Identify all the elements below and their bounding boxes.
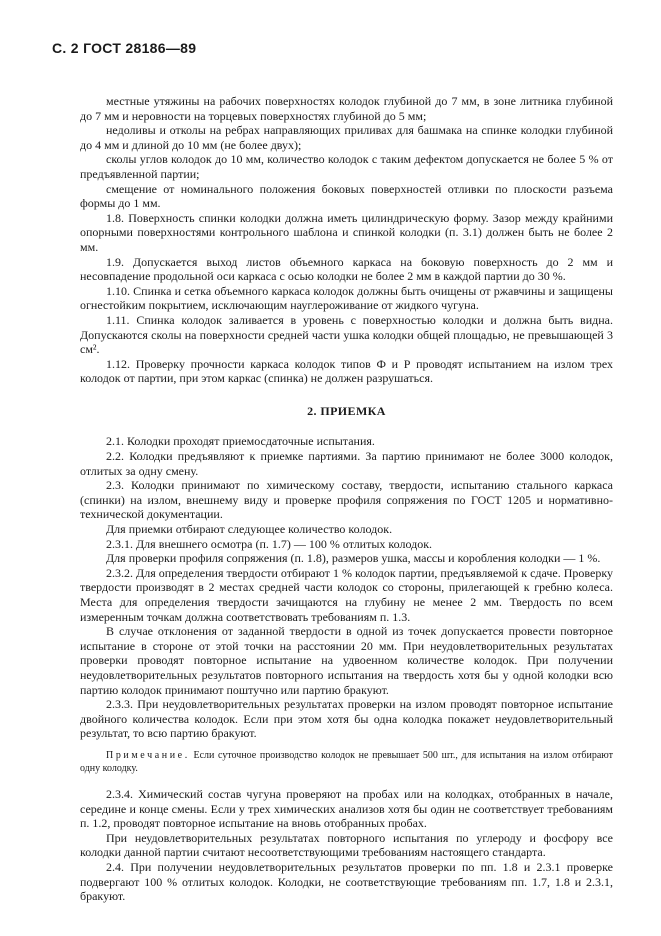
paragraph-defect-underfill: недоливы и отколы на ребрах направляющих приливах для башмака на спинке колодки глубиной до 4 мм и длиной до 10 мм (не более двух); [80,123,613,152]
note-label: Примечание. [106,749,190,761]
paragraph-defect-shrinkage: местные утяжины на рабочих поверхностях колодок глубиной до 7 мм, в зоне литника глубиной до 7 мм и неровности на торцевых поверхностях глубиной до 5 мм; [80,94,613,123]
paragraph-defect-offset: смещение от номинального положения боковых поверхностей отливки по плоскости разъема формы до 1 мм. [80,181,613,211]
paragraph-1-10: 1.10. Спинка и сетка объемного каркаса колодок должны быть очищены от ржавчины и защищены огнестойким покрытием, исключающим науглероживание от жидкого чугуна. [80,283,613,313]
paragraph-1-8: 1.8. Поверхность спинки колодки должна иметь цилиндрическую форму. Зазор между крайними опорными поверхностями контрольного шаблона и спинкой колодки (п. 3.1) должен быть не более 2 мм. [80,210,613,254]
paragraph-2-3-1: 2.3.1. Для внешнего осмотра (п. 1.7) — 100 % отлитых колодок. [106,536,433,551]
paragraph-2-3: 2.3. Колодки принимают по химическому составу, твердости, испытанию стального каркаса (спинки) на излом, внешнему виду и проверке профиля сопряжения по ГОСТ 1205 и нормативно-технической документации. [80,478,613,522]
page-header: С. 2 ГОСТ 28186—89 [52,40,197,56]
paragraph-2-3-4: 2.3.4. Химический состав чугуна проверяют на пробах или на колодках, отобранных в начале, середине и конце смены. Если у трех химических анализов хотя бы один не соответствует требованиям п. 1.2, проводят повторное испытание на вновь отобранных пробах. [80,786,613,831]
paragraph-1-12: 1.12. Проверку прочности каркаса колодок типов Ф и Р проводят испытанием на излом трех колодок от партии, при этом каркас (спинка) не должен разрушаться. [80,356,613,386]
document-body [80,94,613,904]
paragraph-profile-check: Для проверки профиля сопряжения (п. 1.8), размеров ушка, массы и коробления колодки — 1 %. [106,551,601,566]
paragraph-2-3-2: 2.3.2. Для определения твердости отбирают 1 % колодок партии, предъявляемой к сдаче. Проверку твердости производят в 2 местах средней части колодок со стороны, прилегающей к гребню колеса. Места для определения твердости зачищаются на глубину не менее 2 мм. Твердость по всем измеренным точкам должна соответствовать требованиям п. 1.3. [80,565,613,624]
note [80,749,613,775]
paragraph-2-1: 2.1. Колодки проходят приемосдаточные испытания. [106,434,375,449]
paragraph-retest-carbon: При неудовлетворительных результатах повторного испытания по углероду и фосфору все колодки данной партии считают несоответствующими требованиям настоящего стандарта. [80,830,613,860]
paragraph-sampling-intro: Для приемки отбирают следующее количество колодок. [106,522,393,537]
section-title-acceptance: 2. ПРИЕМКА [307,403,386,418]
paragraph-2-2: 2.2. Колодки предъявляют к приемке партиями. За партию принимают не более 3000 колодок, отлитых за одну смену. [80,449,613,478]
paragraph-2-3-3: 2.3.3. При неудовлетворительных результатах проверки на излом проводят повторное испытание двойного количества колодок. Если при этом хотя бы одна колодка покажет неудовлетворительный результат, то всю партию бракуют. [80,697,613,741]
paragraph-defect-chips: сколы углов колодок до 10 мм, количество колодок с таким дефектом допускается не более 5 % от предъявленной партии; [80,152,613,181]
paragraph-2-4: 2.4. При получении неудовлетворительных результатов проверки по пп. 1.8 и 2.3.1 проверке подвергают 100 % отлитых колодок. Колодки, не соответствующие требованиям пп. 1.7, 1.8 и 2.3.1, бракуют. [80,859,613,904]
paragraph-1-9: 1.9. Допускается выход листов объемного каркаса на боковую поверхность до 2 мм и несовпадение продольной оси каркаса с осью колодки не более 2 мм в каждой партии до 30 %. [80,254,613,284]
paragraph-1-11: 1.11. Спинка колодок заливается в уровень с поверхностью колодки и должна быть видна. Допускаются сколы на поверхности средней части ушка колодки общей площадью, не превышающей 3 см². [80,312,613,357]
note-text: Если суточное производство колодок не превышает 500 шт., для испытания на излом отбирают одну колодку. [80,749,613,774]
paragraph-hardness-retest: В случае отклонения от заданной твердости в одной из точек допускается провести повторное испытание в стороне от этой точки на расстоянии 20 мм. При неудовлетворительных результатах проверки проводят повторное испытание на удвоенном количестве колодок. При получении неудовлетворительных результатов повторного испытания на твердость хотя бы у одной колодки всю партию колодок принимают поштучно или партию бракуют. [80,624,613,697]
